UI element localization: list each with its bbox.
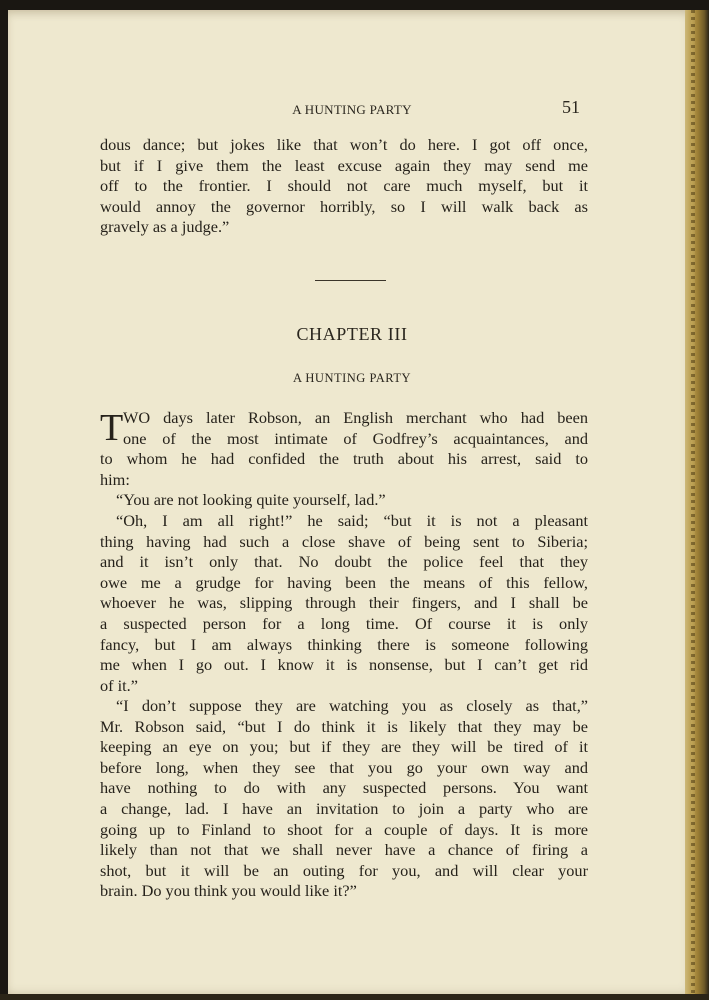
text-line: WO days later Robson, an English merchant who had been <box>123 408 588 427</box>
page-number: 51 <box>562 97 580 117</box>
drop-cap: T <box>100 407 124 449</box>
text-line: shot, but it will be an outing for you, and will clear your <box>100 860 588 880</box>
text-line: Mr. Robson said, “but I do think it is likely that they may be <box>100 716 588 736</box>
chapter-title: CHAPTER III <box>296 324 408 344</box>
text-line: before long, when they see that you go your own way and <box>100 757 588 777</box>
book-spine <box>685 10 709 1000</box>
text-line: to whom he had confided the truth about his arrest, said to <box>100 449 588 469</box>
paragraph <box>100 696 588 902</box>
paragraph <box>100 490 588 511</box>
text-line: keeping an eye on you; but if they are they will be tired of it <box>100 737 588 757</box>
text-line: gravely as a judge.” <box>100 217 230 237</box>
text-line: “I don’t suppose they are watching you as closely as that,” <box>116 696 588 715</box>
top-paragraph <box>100 135 588 238</box>
text-line: but if I give them the least excuse again they may send me <box>100 155 588 175</box>
text-line: and it isn’t only that. No doubt the police feel that they <box>100 552 588 572</box>
text-line: owe me a grudge for having been the means of this fellow, <box>100 572 588 592</box>
text-line: “Oh, I am all right!” he said; “but it is not a pleasant <box>116 511 588 530</box>
text-line: dous dance; but jokes like that won’t do here. I got off once, <box>100 135 588 154</box>
text-line: me when I go out. I know it is nonsense, but I can’t get rid <box>100 655 588 675</box>
text-line: one of the most intimate of Godfrey’s acquaintances, and <box>123 428 588 448</box>
text-line: of it.” <box>100 675 138 695</box>
text-line: likely than not that we shall never have a chance of firing a <box>100 840 588 860</box>
text-line: him: <box>100 469 130 489</box>
paragraph <box>100 511 588 696</box>
opening-paragraph <box>100 408 588 490</box>
section-divider <box>315 280 386 281</box>
chapter-subtitle: A HUNTING PARTY <box>292 371 412 385</box>
text-line: going up to Finland to shoot for a couple of days. It is more <box>100 819 588 839</box>
text-line: thing having had such a close shave of being sent to Siberia; <box>100 531 588 551</box>
text-line: “You are not looking quite yourself, lad.” <box>116 490 386 509</box>
text-line: fancy, but I am always thinking there is someone following <box>100 634 588 654</box>
book-page <box>8 10 696 994</box>
running-head: A HUNTING PARTY <box>292 102 412 117</box>
text-line: brain. Do you think you would like it?” <box>100 881 357 901</box>
text-line: a change, lad. I have an invitation to join a party who are <box>100 798 588 818</box>
page-bottom-edge <box>0 994 709 1000</box>
text-line: off to the frontier. I should not care much myself, but it <box>100 176 588 196</box>
text-line: whoever he was, slipping through their fingers, and I shall be <box>100 593 588 613</box>
text-line: a suspected person for a long time. Of course it is only <box>100 613 588 633</box>
text-line: have nothing to do with any suspected persons. You want <box>100 778 588 798</box>
text-line: would annoy the governor horribly, so I will walk back as <box>100 196 588 216</box>
